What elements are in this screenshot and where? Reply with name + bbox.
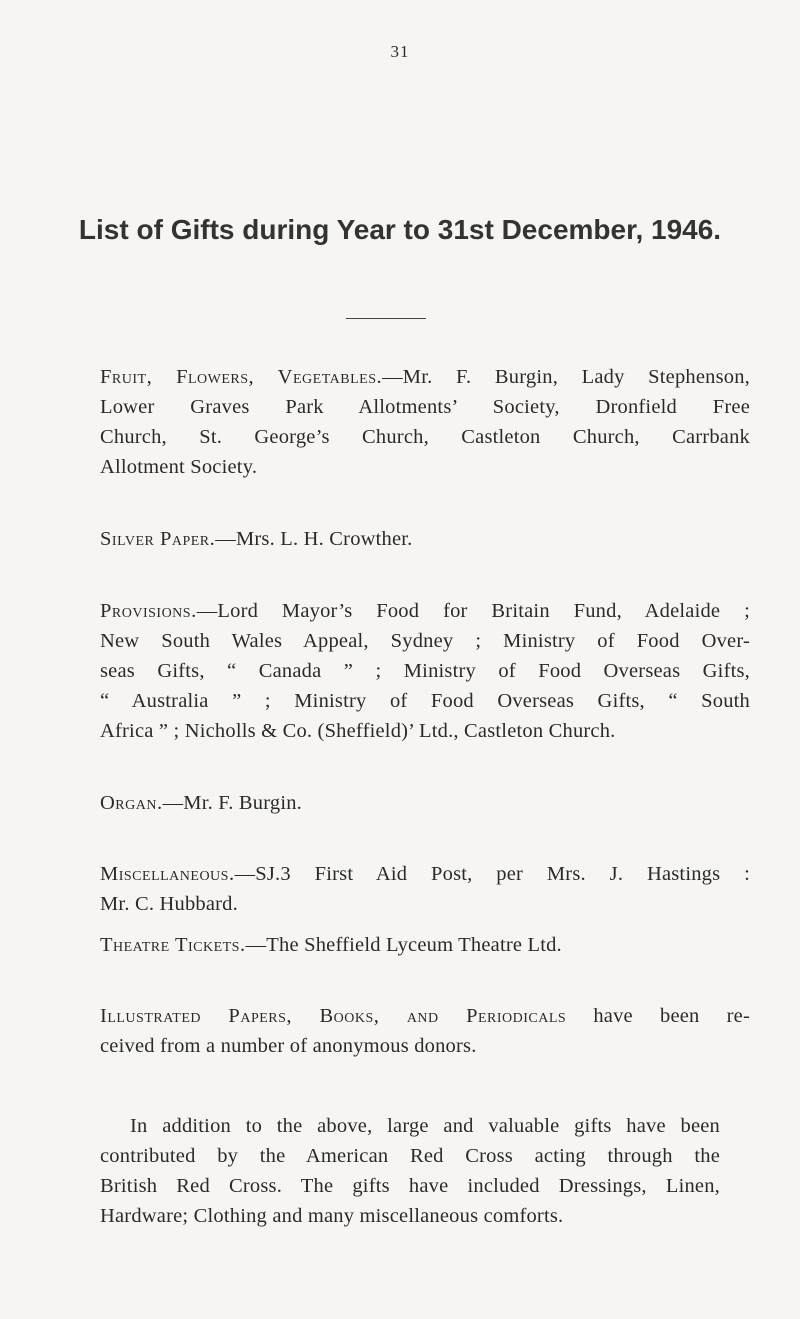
entry-text: have been re- [566, 1005, 750, 1027]
page-title: List of Gifts during Year to 31st December, 1946. [78, 214, 722, 245]
entry-line [100, 362, 750, 392]
entry-line: “ Australia ” ; Ministry of Food Overseas Gifts, “ South [100, 690, 750, 712]
gift-entry-illustrated-papers-books-periodicals [100, 1001, 750, 1061]
entry-heading: Silver Paper. [100, 528, 216, 550]
entry-heading: Miscellaneous. [100, 863, 235, 885]
entry-text: —Mr. F. Burgin. [162, 792, 302, 814]
entry-text: —SJ.3 First Aid Post, per Mrs. J. Hastings : [234, 863, 750, 885]
entry-line [100, 524, 750, 554]
entry-text: —Lord Mayor’s Food for Britain Fund, Adelaide ; [196, 600, 750, 622]
entry-heading: Theatre Tickets. [100, 934, 246, 956]
entry-heading: Fruit, Flowers, Vegetables. [100, 366, 383, 388]
title-divider [346, 318, 426, 319]
entry-heading: Illustrated Papers, Books, and Periodicals [100, 1005, 567, 1027]
closing-paragraph [100, 1111, 720, 1231]
entry-line [100, 596, 750, 626]
entry-line [100, 1001, 750, 1031]
entry-line [100, 788, 750, 818]
entry-line [100, 930, 750, 960]
entry-line: Lower Graves Park Allotments’ Society, Dronfield Free [100, 396, 750, 418]
gift-entry-fruit-flowers-vegetables [100, 362, 750, 482]
closing-line: In addition to the above, large and valuable gifts have been [130, 1115, 720, 1137]
entry-heading: Organ. [100, 792, 163, 814]
entry-line: Mr. C. Hubbard. [100, 893, 238, 915]
entry-heading: Provisions. [100, 600, 197, 622]
entry-text: —Mrs. L. H. Crowther. [215, 528, 413, 550]
gift-entry-silver-paper [100, 524, 750, 554]
closing-line: contributed by the American Red Cross acting through the [100, 1145, 720, 1167]
closing-line: British Red Cross. The gifts have included Dressings, Linen, [100, 1175, 720, 1197]
entry-line: seas Gifts, “ Canada ” ; Ministry of Food Overseas Gifts, [100, 660, 750, 682]
entry-line: ceived from a number of anonymous donors. [100, 1035, 477, 1057]
gift-entry-provisions [100, 596, 750, 746]
entry-text: —Mr. F. Burgin, Lady Stephenson, [382, 366, 750, 388]
page-number: 31 [390, 42, 410, 61]
gift-entry-theatre-tickets-render [100, 930, 750, 960]
entry-line: Church, St. George’s Church, Castleton Church, Carrbank [100, 426, 750, 448]
gift-entry-organ [100, 788, 750, 818]
gift-entry-miscellaneous [100, 859, 750, 919]
entry-line: Africa ” ; Nicholls & Co. (Sheffield)’ Ltd., Castleton Church. [100, 720, 616, 742]
closing-line: Hardware; Clothing and many miscellaneous comforts. [100, 1205, 564, 1227]
entry-line: Allotment Society. [100, 456, 258, 478]
entry-line [100, 859, 750, 889]
entry-text: —The Sheffield Lyceum Theatre Ltd. [245, 934, 562, 956]
entry-line: New South Wales Appeal, Sydney ; Ministry of Food Over- [100, 630, 750, 652]
